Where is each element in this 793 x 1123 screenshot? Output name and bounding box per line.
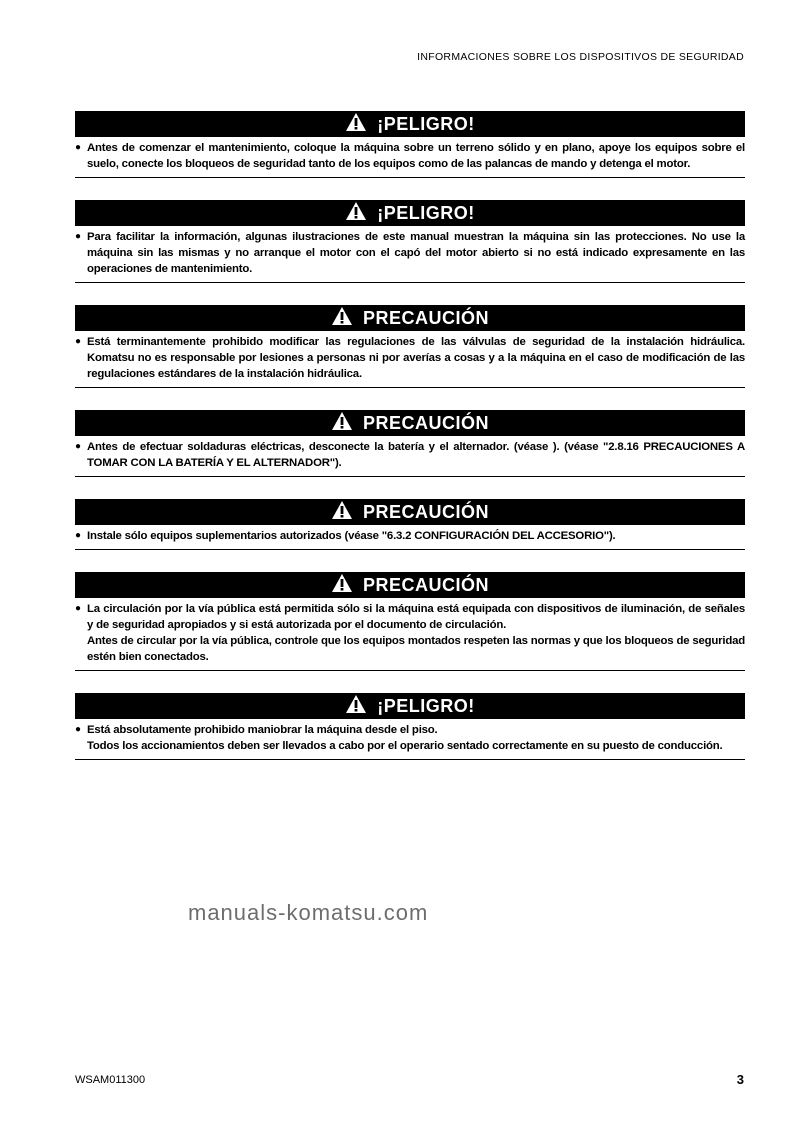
divider [75, 476, 745, 477]
notice-body [75, 436, 745, 476]
safety-notice [75, 572, 745, 671]
divider [75, 177, 745, 178]
bullet-icon: ● [75, 724, 81, 735]
notice-label: ¡PELIGRO! [377, 113, 475, 134]
safety-notice [75, 200, 745, 283]
document-code: WSAM011300 [75, 1074, 146, 1086]
bullet-icon: ● [75, 530, 81, 541]
notice-text: Está absolutamente prohibido maniobrar la máquina desde el piso. [87, 724, 438, 736]
notice-banner [75, 410, 745, 436]
notice-body [75, 331, 745, 387]
notice-body [75, 598, 745, 670]
bullet-icon: ● [75, 231, 81, 242]
notice-text: Todos los accionamientos deben ser llevados a cabo por el operario sentado correctamente en su puesto de conducción. [87, 740, 723, 752]
bullet-icon: ● [75, 142, 81, 153]
notice-label: ¡PELIGRO! [377, 695, 475, 716]
notice-text: Para facilitar la información, algunas ilustraciones de este manual muestran la máquina sin las protecciones. No use la máquina sin las mismas y no arranque el motor con el capó del motor abierto si no está indicado expresamente en las operaciones de mantenimiento. [87, 231, 745, 275]
divider [75, 549, 745, 550]
notice-label: ¡PELIGRO! [377, 202, 475, 223]
notice-banner [75, 111, 745, 137]
watermark: manuals-komatsu.com [188, 900, 429, 925]
notice-banner [75, 305, 745, 331]
notice-text: Antes de circular por la vía pública, controle que los equipos montados respeten las normas y que los bloqueos de seguridad estén bien conectados. [87, 635, 745, 663]
notice-label: PRECAUCIÓN [362, 412, 489, 433]
notice-banner [75, 200, 745, 226]
notice-text: Antes de efectuar soldaduras eléctricas, desconecte la batería y el alternador. (véase ). (véase "2.8.16 PRECAUCIONES A TOMAR CON LA BATERÍA Y EL ALTERNADOR"). [87, 441, 745, 469]
notice-label: PRECAUCIÓN [362, 574, 489, 595]
warning-triangle-icon [331, 573, 363, 598]
warning-triangle-icon [331, 500, 363, 525]
divider [75, 670, 745, 671]
notice-label: PRECAUCIÓN [362, 307, 489, 328]
warning-triangle-icon [345, 201, 377, 226]
notice-text: Antes de comenzar el mantenimiento, coloque la máquina sobre un terreno sólido y en plano, apoye los equipos sobre el suelo, conecte los bloqueos de seguridad tanto de los equipos como de las palancas de mando y detenga el motor. [87, 142, 745, 170]
safety-notice [75, 111, 745, 178]
bullet-icon: ● [75, 603, 81, 614]
notices [75, 111, 745, 782]
notice-banner [75, 572, 745, 598]
warning-triangle-icon [331, 306, 363, 331]
notice-body [75, 525, 745, 549]
notice-body [75, 137, 745, 177]
safety-notice [75, 693, 745, 760]
notice-label: PRECAUCIÓN [362, 501, 489, 522]
safety-notice [75, 499, 745, 550]
notice-text: Está terminantemente prohibido modificar las regulaciones de las válvulas de seguridad de la instalación hidráulica. Komatsu no es responsable por lesiones a personas ni por averías a cosas y a la máquina en el caso de modificación de las regulaciones estándares de la instalación hidráulica. [87, 336, 745, 380]
page-header: INFORMACIONES SOBRE LOS DISPOSITIVOS DE SEGURIDAD [417, 51, 744, 63]
notice-body [75, 226, 745, 282]
divider [75, 387, 745, 388]
notice-banner [75, 499, 745, 525]
safety-notice [75, 305, 745, 388]
bullet-icon: ● [75, 336, 81, 347]
warning-triangle-icon [345, 112, 377, 137]
bullet-icon: ● [75, 441, 81, 452]
notice-text: Instale sólo equipos suplementarios autorizados (véase "6.3.2 CONFIGURACIÓN DEL ACCESORIO"). [87, 530, 616, 542]
safety-notice [75, 410, 745, 477]
page-number: 3 [736, 1072, 744, 1087]
notice-text: La circulación por la vía pública está permitida sólo si la máquina está equipada con dispositivos de iluminación, de señales y de seguridad apropiados y si está autorizada por el documento de circulación. [87, 603, 745, 631]
warning-triangle-icon [331, 411, 363, 436]
divider [75, 759, 745, 760]
notice-body [75, 719, 745, 759]
warning-triangle-icon [345, 694, 377, 719]
divider [75, 282, 745, 283]
notice-banner [75, 693, 745, 719]
